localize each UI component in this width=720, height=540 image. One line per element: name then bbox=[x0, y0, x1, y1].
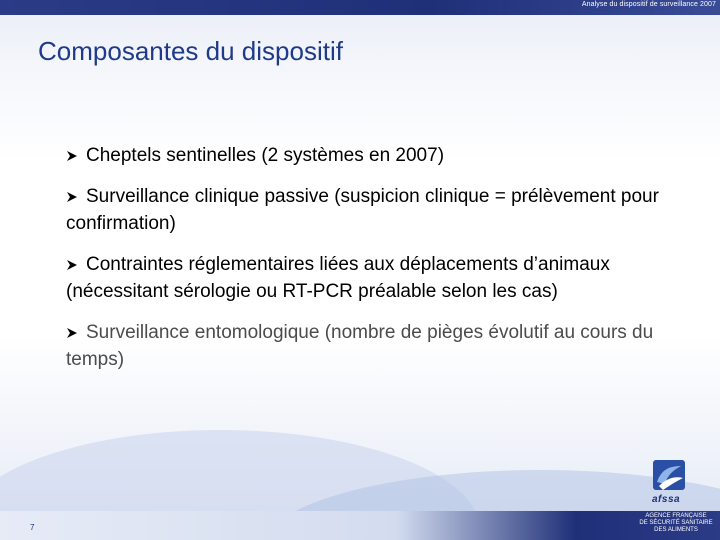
bullet-text: Surveillance clinique passive (suspicion clinique = prélèvement pour confirmation) bbox=[66, 186, 659, 234]
bullet-item bbox=[66, 319, 686, 373]
bullet-text: Contraintes réglementaires liées aux déplacements d’animaux (nécessitant sérologie ou RT-PCR préalable selon les cas) bbox=[66, 254, 610, 302]
logo-text: afssa bbox=[652, 494, 681, 505]
arrow-bullet-icon bbox=[66, 259, 78, 271]
arrow-bullet-icon bbox=[66, 191, 78, 203]
bullet-item bbox=[66, 183, 686, 237]
header-bar bbox=[0, 0, 720, 15]
agency-name: AGENCE FRANÇAISE DE SÉCURITÉ SANITAIRE DES ALIMENTS bbox=[639, 513, 713, 533]
bullet-text: Surveillance entomologique (nombre de pièges évolutif au cours du temps) bbox=[66, 322, 654, 370]
bullet-list bbox=[66, 142, 686, 387]
bullet-text: Cheptels sentinelles (2 systèmes en 2007) bbox=[86, 145, 445, 166]
header-text: Analyse du dispositif de surveillance 2007 bbox=[581, 1, 716, 8]
slide-title: Composantes du dispositif bbox=[38, 36, 343, 66]
arrow-bullet-icon bbox=[66, 150, 78, 162]
bullet-item bbox=[66, 251, 686, 305]
bullet-item bbox=[66, 142, 686, 169]
arrow-bullet-icon bbox=[66, 327, 78, 339]
footer-bar bbox=[0, 511, 720, 540]
page-number: 7 bbox=[30, 523, 35, 532]
